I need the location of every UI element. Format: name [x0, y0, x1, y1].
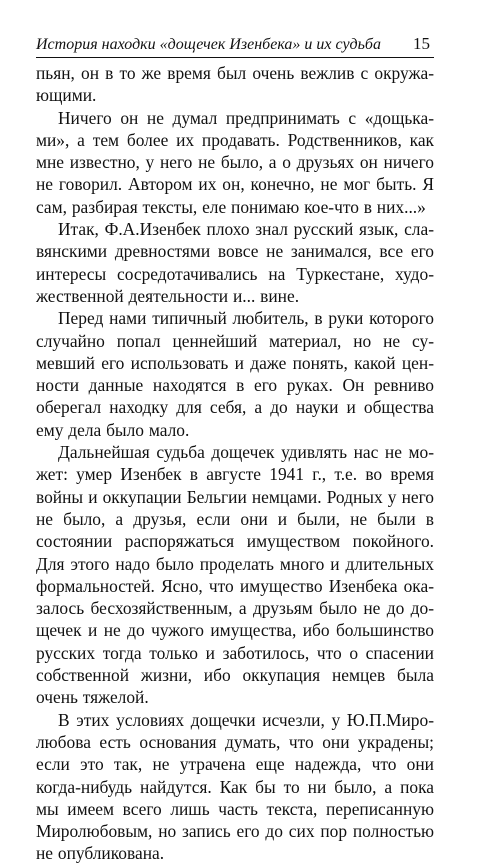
body-text — [36, 62, 434, 865]
paragraph-5: Дальнейшая судьба дощечек удивлять нас не может: умер Изенбек в августе 1941 г., т.е. во время войны и оккупации Бельгии немцами. Родных у него не было, а друзья, если они и были, не были в состоянии распоряжаться имуществом покойного. Для этого надо было проделать много и длительных формальностей. Ясно, что имущество Изенбека оказалось бесхозяйственным, а друзьям было не до дощечек и не до чужого имущества, ибо большинство русских тогда только и заботилось, что о спасении собственной жизни, ибо оккупация немцев была очень тяжелой. — [36, 442, 434, 708]
page-number: 15 — [413, 34, 430, 53]
paragraph-4: Перед нами типичный любитель, в руки которого случайно попал ценнейший материал, но не сумевший его использовать и даже понять, какой ценности данные находятся в его руках. Он ревниво оберегал находку для себя, а до науки и общества ему дела было мало. — [36, 308, 434, 440]
paragraph-1: пьян, он в то же время был очень вежлив с окружающими. — [36, 63, 434, 106]
book-page — [36, 34, 434, 865]
paragraph-6: В этих условиях дощечки исчезли, у Ю.П.Миролюбова есть основания думать, что они украдены; если это так, не утрачена еще надежда, что они когда-нибудь найдутся. Как бы то ни было, а пока мы имеем всего лишь часть текста, переписанную Миролюбовым, но запись его до сих пор полностью не опубликована. — [36, 709, 434, 864]
paragraph-3: Итак, Ф.А.Изенбек плохо знал русский язык, славянскими древностями вовсе не занимался, все его интересы сосредотачивались на Туркестане, художественной деятельности и... вине. — [36, 219, 434, 306]
running-header — [36, 34, 434, 58]
running-title: История находки «дощечек Изенбека» и их судьба — [36, 36, 381, 53]
paragraph-2: Ничего он не думал предпринимать с «дощьками», а тем более их продавать. Родственников, как мне известно, у него не было, а о друзьях он ничего не говорил. Автором их он, конечно, не мог быть. Я сам, разбирая тексты, еле понимаю кое-что в них...» — [36, 107, 434, 217]
